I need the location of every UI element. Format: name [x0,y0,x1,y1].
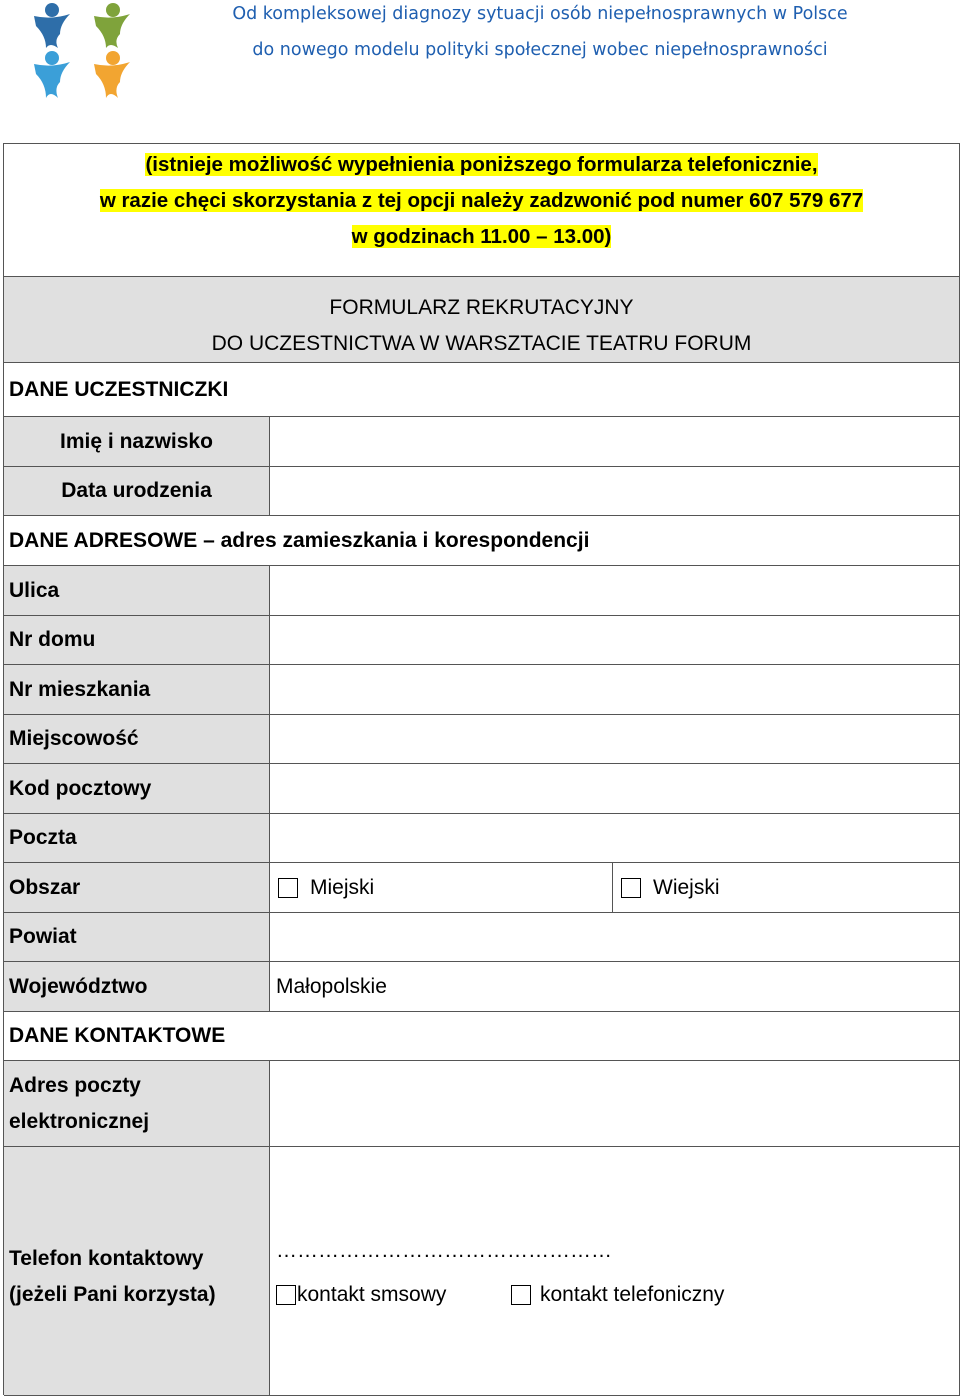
voivodeship-field[interactable]: Małopolskie [270,962,960,1011]
section-participant-title [4,363,960,417]
voivodeship-label: Województwo [4,962,270,1011]
section-contact-label: DANE KONTAKTOWE [9,1024,226,1047]
city-field[interactable] [270,715,960,763]
section-contact-title [4,1012,960,1061]
district-field[interactable] [270,913,960,961]
section-address-title [4,516,960,566]
row-email [4,1061,960,1147]
form-title-line1: FORMULARZ REKRUTACYJNY [329,296,634,319]
row-name [4,417,960,467]
phone-label [4,1147,270,1395]
sms-option[interactable] [276,1283,446,1307]
project-logo [30,0,135,102]
house-number-field[interactable] [270,616,960,664]
post-office-label: Poczta [4,814,270,862]
notice-line1: (istnieje możliwość wypełnienia poniższego formularza telefonicznie, [145,153,818,176]
street-label: Ulica [4,566,270,615]
row-postcode [4,764,960,814]
row-street [4,566,960,616]
street-field[interactable] [270,566,960,615]
call-checkbox[interactable] [511,1285,531,1305]
name-label: Imię i nazwisko [4,417,270,466]
phone-field-cell [270,1147,960,1395]
row-birthdate [4,467,960,516]
row-house-number [4,616,960,665]
call-option[interactable] [511,1283,724,1307]
project-title-line2: do nowego modelu polityki społecznej wobec niepełnosprawności [252,40,828,60]
phone-label-line2: (jeżeli Pani korzysta) [9,1283,216,1306]
urban-checkbox[interactable] [278,878,298,898]
area-rural-option[interactable] [621,863,720,912]
recruitment-form [3,143,960,1395]
area-label: Obszar [4,863,270,912]
phone-field[interactable]: ………………………………………… [276,1239,612,1262]
area-urban-option[interactable] [278,863,374,912]
district-label: Powiat [4,913,270,961]
notice-line2: w razie chęci skorzystania z tej opcji należy zadzwonić pod numer 607 579 677 [99,189,864,212]
form-title [4,277,960,363]
row-city [4,715,960,764]
row-voivodeship [4,962,960,1012]
row-area [4,863,960,913]
section-address-label: DANE ADRESOWE – adres zamieszkania i korespondencji [9,528,590,552]
notice-line3: w godzinach 11.00 – 13.00) [351,225,612,248]
row-post-office [4,814,960,863]
page-header [0,0,960,140]
post-office-field[interactable] [270,814,960,862]
form-title-line2: DO UCZESTNICTWA W WARSZTACIE TEATRU FORUM [211,332,752,355]
postcode-label: Kod pocztowy [4,764,270,813]
city-label: Miejscowość [4,715,270,763]
email-label-line2: elektronicznej [9,1109,150,1133]
urban-label: Miejski [310,875,375,899]
row-flat-number [4,665,960,715]
house-number-label: Nr domu [4,616,270,664]
sms-checkbox[interactable] [276,1285,296,1305]
birthdate-label: Data urodzenia [4,467,270,515]
email-label-line1: Adres poczty [9,1073,141,1097]
row-phone [4,1147,960,1396]
phone-label-line1: Telefon kontaktowy [9,1247,204,1270]
phone-notice [4,144,960,277]
row-district [4,913,960,962]
rural-checkbox[interactable] [621,878,641,898]
name-field[interactable] [270,417,960,466]
sms-label: kontakt smsowy [297,1283,447,1306]
flat-number-field[interactable] [270,665,960,714]
postcode-field[interactable] [270,764,960,813]
area-urban-cell [270,863,613,912]
rural-label: Wiejski [653,875,720,899]
section-participant-label: DANE UCZESTNICZKI [9,377,229,401]
flat-number-label: Nr mieszkania [4,665,270,714]
project-title-line1: Od kompleksowej diagnozy sytuacji osób niepełnosprawnych w Polsce [232,4,848,24]
email-field[interactable] [270,1061,960,1146]
birthdate-field[interactable] [270,467,960,515]
email-label [4,1061,270,1146]
area-rural-cell [613,863,960,912]
call-label: kontakt telefoniczny [540,1283,725,1306]
